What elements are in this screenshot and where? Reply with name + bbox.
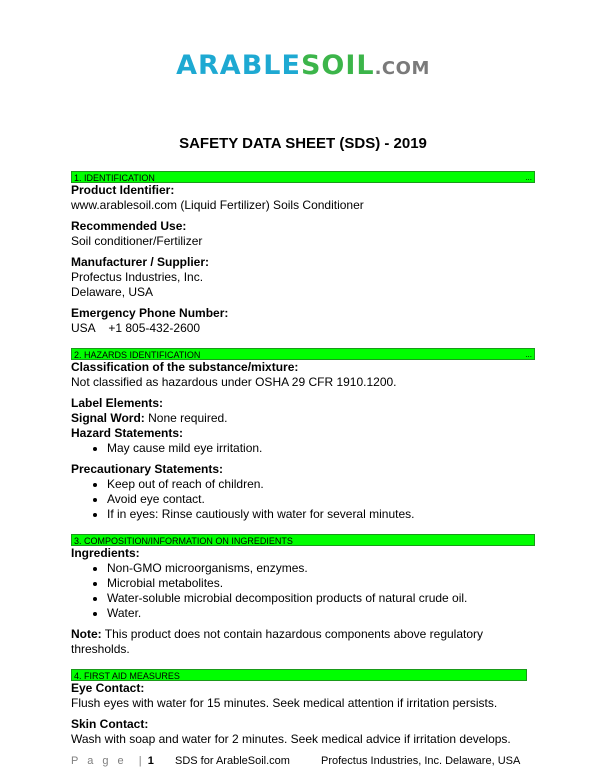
- list-item: • Microbial metabolites.: [107, 576, 535, 591]
- page-footer: [71, 755, 541, 767]
- manufacturer-location: Delaware, USA: [71, 285, 154, 299]
- note-text: This product does not contain hazardous components above regulatory thresholds.: [71, 627, 484, 656]
- product-identifier-text: www.arablesoil.com (Liquid Fertilizer) Soils Conditioner: [71, 198, 364, 212]
- recommended-use-text: Soil conditioner/Fertilizer: [71, 234, 203, 248]
- precautionary-heading: Precautionary Statements:: [71, 462, 224, 476]
- emergency-phone-heading: Emergency Phone Number:: [71, 306, 229, 320]
- manufacturer-name: Profectus Industries, Inc.: [71, 270, 204, 284]
- list-item: • Keep out of reach of children.: [107, 477, 535, 492]
- eye-contact-heading: Eye Contact:: [71, 681, 145, 695]
- section-header-label: 1. IDENTIFICATION: [74, 173, 155, 183]
- label-elements-heading: Label Elements:: [71, 396, 164, 410]
- logo-part-soil: SOIL: [300, 50, 375, 81]
- signal-word-heading: Signal Word:: [71, 411, 145, 425]
- page-title: SAFETY DATA SHEET (SDS) - 2019: [179, 135, 427, 152]
- precaution-list: [71, 477, 535, 522]
- signal-word-line: [71, 411, 535, 426]
- note-line: [71, 627, 535, 657]
- classification-heading: Classification of the substance/mixture:: [71, 360, 299, 374]
- section-header-label: 4. FIRST AID MEASURES: [74, 671, 180, 681]
- skin-contact-text: Wash with soap and water for 2 minutes. Seek medical advice if irritation develops.: [71, 732, 511, 746]
- signal-word-text: None required.: [144, 411, 228, 425]
- section-header-dots: ...: [525, 173, 532, 182]
- section-header-composition: [71, 534, 535, 546]
- product-identifier-heading: Product Identifier:: [71, 183, 175, 197]
- section-header-first-aid: [71, 669, 527, 681]
- ingredients-heading: Ingredients:: [71, 546, 140, 560]
- logo: [0, 50, 606, 81]
- footer-right-text: Profectus Industries, Inc. Delaware, USA: [321, 755, 521, 767]
- document-body: [71, 167, 535, 747]
- recommended-use-heading: Recommended Use:: [71, 219, 187, 233]
- logo-part-com: .COM: [374, 58, 430, 79]
- section-header-hazards: [71, 348, 535, 360]
- manufacturer-heading: Manufacturer / Supplier:: [71, 255, 210, 269]
- hazard-statements-heading: Hazard Statements:: [71, 426, 184, 440]
- ingredients-list: [71, 561, 535, 621]
- list-item: • If in eyes: Rinse cautiously with water for several minutes.: [107, 507, 535, 522]
- footer-page-label: P a g e |: [71, 755, 145, 767]
- list-item: • Non-GMO microorganisms, enzymes.: [107, 561, 535, 576]
- list-item: • Water-soluble microbial decomposition products of natural crude oil.: [107, 591, 535, 606]
- classification-text: Not classified as hazardous under OSHA 29 CFR 1910.1200.: [71, 375, 397, 389]
- list-item: • Avoid eye contact.: [107, 492, 535, 507]
- section-header-identification: [71, 171, 535, 183]
- footer-page-number: 1: [144, 755, 154, 767]
- list-item: • Water.: [107, 606, 535, 621]
- eye-contact-text: Flush eyes with water for 15 minutes. Seek medical attention if irritation persists.: [71, 696, 498, 710]
- list-item: • May cause mild eye irritation.: [107, 441, 535, 456]
- emergency-phone-text: USA +1 805-432-2600: [71, 321, 201, 335]
- section-header-label: 2. HAZARDS IDENTIFICATION: [74, 350, 201, 360]
- hazard-list: [71, 441, 535, 456]
- note-heading: Note:: [71, 627, 102, 641]
- logo-part-arable: ARABLE: [176, 50, 301, 81]
- skin-contact-heading: Skin Contact:: [71, 717, 149, 731]
- section-header-dots: ...: [525, 350, 532, 359]
- footer-center-text: SDS for ArableSoil.com: [175, 755, 290, 767]
- section-header-label: 3. COMPOSITION/INFORMATION ON INGREDIENTS: [74, 536, 293, 546]
